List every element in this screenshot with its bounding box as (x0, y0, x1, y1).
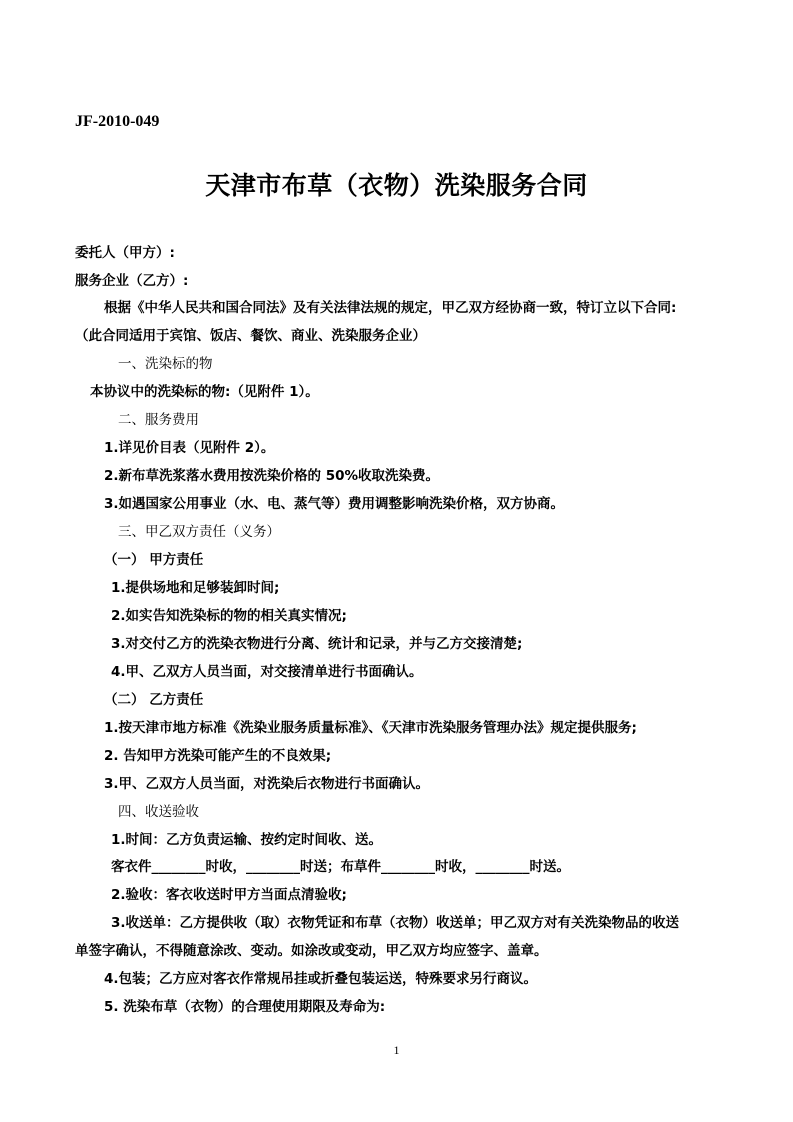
clause-text: 1.详见价目表（见附件 2）。 (104, 440, 275, 456)
clause-text: 4.包装；乙方应对客衣作常规吊挂或折叠包装运送，特殊要求另行商议。 (104, 971, 538, 987)
subsection-heading: （一） 甲方责任 (104, 552, 204, 568)
clause-text: 5. 洗染布草（衣物）的合理使用期限及寿命为: (104, 999, 386, 1015)
clause-text: 2.新布草洗浆落水费用按洗染价格的 50%收取洗染费。 (104, 468, 440, 484)
section-heading-2: 二、服务费用 (118, 412, 199, 428)
schedule-fill-in-line: 客衣件________时收，________时送；布草件________时收，________时送。 (111, 859, 570, 875)
clause-text: 3.对交付乙方的洗染衣物进行分离、统计和记录，并与乙方交接清楚; (111, 636, 523, 652)
service-party-b-label: 服务企业（乙方）: (75, 273, 189, 289)
clause-text: 2.验收：客衣收送时甲方当面点清验收; (111, 887, 347, 903)
document-title: 天津市布草（衣物）洗染服务合同 (205, 171, 588, 200)
clause-text: 2. 告知甲方洗染可能产生的不良效果; (104, 748, 332, 764)
clause-text: 1.提供场地和足够装卸时间; (111, 580, 280, 596)
clause-text: 1.按天津市地方标准《洗染业服务质量标准》、《天津市洗染服务管理办法》规定提供服务; (104, 720, 637, 736)
preamble-paragraph: 根据《中华人民共和国合同法》及有关法律法规的规定，甲乙双方经协商一致，特订立以下合同: (104, 300, 677, 316)
applicability-note: （此合同适用于宾馆、饭店、餐饮、商业、洗染服务企业） (75, 328, 426, 344)
section-heading-4: 四、收送验收 (118, 804, 199, 820)
client-party-a-label: 委托人（甲方）: (75, 245, 175, 261)
clause-text: 1.时间：乙方负责运输、按约定时间收、送。 (111, 832, 383, 848)
subsection-heading: （二） 乙方责任 (104, 692, 204, 708)
clause-text: 本协议中的洗染标的物:（见附件 1）。 (90, 384, 319, 400)
contract-code: JF-2010-049 (75, 113, 160, 130)
clause-text: 2.如实告知洗染标的物的相关真实情况; (111, 608, 347, 624)
clause-text: 3.如遇国家公用事业（水、电、蒸气等）费用调整影响洗染价格，双方协商。 (104, 496, 565, 512)
clause-text: 3.甲、乙双方人员当面，对洗染后衣物进行书面确认。 (104, 776, 430, 792)
section-heading-1: 一、洗染标的物 (118, 356, 213, 372)
clause-text: 单签字确认，不得随意涂改、变动。如涂改或变动，甲乙双方均应签字、盖章。 (75, 943, 548, 959)
section-heading-3: 三、甲乙双方责任（义务） (118, 524, 280, 540)
clause-text: 4.甲、乙双方人员当面，对交接清单进行书面确认。 (111, 664, 423, 680)
clause-text: 3.收送单：乙方提供收（取）衣物凭证和布草（衣物）收送单；甲乙双方对有关洗染物品的收送 (111, 915, 680, 931)
page-number: 1 (393, 1043, 400, 1057)
